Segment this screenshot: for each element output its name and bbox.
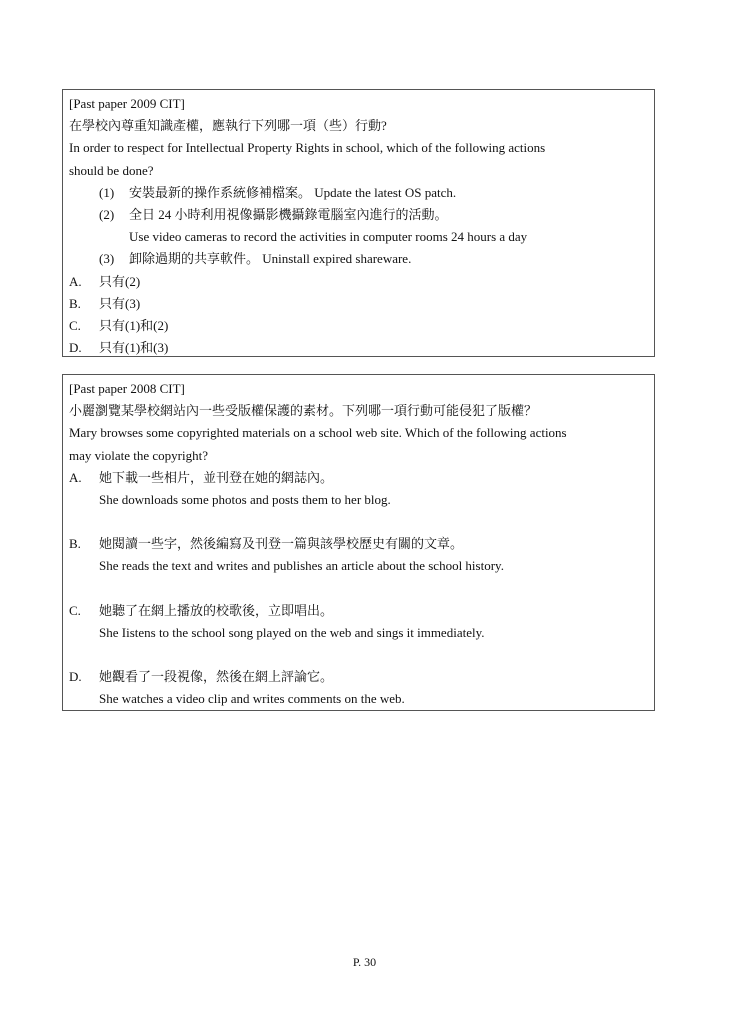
answer-option (69, 315, 654, 337)
option-text: 只有(2) (99, 273, 141, 289)
option-letter: D. (69, 340, 82, 356)
answer-option (69, 337, 654, 359)
answer-option (69, 271, 654, 293)
statement-text: Use video cameras to record the activities in computer rooms 24 hours a day (129, 229, 528, 245)
option-text-en: She Iistens to the school song played on the web and sings it immediately. (99, 624, 485, 640)
option-text-en: She watches a video clip and writes comments on the web. (99, 691, 405, 707)
statement-number: (1) (99, 184, 115, 200)
answer-option (69, 467, 654, 489)
option-text-en: She downloads some photos and posts them to her blog. (99, 491, 391, 507)
spacer (69, 511, 654, 533)
statement-item (69, 182, 654, 204)
option-letter: B. (69, 536, 81, 552)
answer-option (69, 666, 654, 688)
spacer (69, 578, 654, 600)
option-letter: D. (69, 668, 82, 684)
question-text-en: In order to respect for Intellectual Property Rights in school, which of the following actions (69, 140, 546, 156)
option-letter: C. (69, 602, 81, 618)
statement-text: 卸除過期的共享軟件。 Uninstall expired shareware. (129, 251, 412, 267)
question-header: [Past paper 2008 CIT] (69, 381, 185, 396)
option-letter: C. (69, 317, 81, 333)
page-number: P. 30 (352, 955, 377, 969)
question-text-zh: 在學校內尊重知識產權，應執行下列哪一項（些）行動? (69, 118, 387, 134)
question-header: [Past paper 2009 CIT] (69, 96, 185, 111)
question-text-en-cont: should be done? (69, 162, 154, 178)
answer-option (69, 293, 654, 315)
option-text-zh: 她觀看了一段視像，然後在網上評論它。 (99, 668, 334, 684)
statement-text: 安裝最新的操作系統修補檔案。 Update the latest OS patch. (129, 184, 457, 200)
option-text-zh: 她閱讀一些字，然後編寫及刊登一篇與該學校歷史有關的文章。 (99, 536, 464, 552)
option-text: 只有(1)和(3) (99, 340, 169, 356)
option-letter: A. (69, 469, 82, 485)
option-text-zh: 她下載一些相片，並刊登在她的網誌內。 (99, 469, 334, 485)
statement-item-cont (69, 226, 654, 248)
question-box-2008 (62, 374, 655, 711)
statement-number: (3) (99, 251, 115, 267)
statement-item (69, 204, 654, 226)
option-text-zh: 她聽了在網上播放的校歌後，立即唱出。 (99, 602, 334, 618)
option-letter: B. (69, 295, 81, 311)
question-text-en-cont: may violate the copyright? (69, 447, 208, 463)
spacer (69, 644, 654, 666)
statement-number: (2) (99, 206, 115, 222)
option-text: 只有(3) (99, 295, 141, 311)
option-text-en: She reads the text and writes and publishes an article about the school history. (99, 558, 504, 574)
answer-option (69, 533, 654, 555)
question-text-en: Mary browses some copyrighted materials on a school web site. Which of the following actions (69, 425, 567, 441)
question-box-2009 (62, 89, 655, 357)
statement-text: 全日 24 小時利用視像攝影機攝錄電腦室內進行的活動。 (129, 206, 448, 222)
question-text-zh: 小麗瀏覽某學校網站內一些受版權保護的素材。下列哪一項行動可能侵犯了版權？ (69, 403, 538, 419)
statement-item (69, 248, 654, 270)
option-letter: A. (69, 273, 82, 289)
answer-option (69, 600, 654, 622)
option-text: 只有(1)和(2) (99, 317, 169, 333)
